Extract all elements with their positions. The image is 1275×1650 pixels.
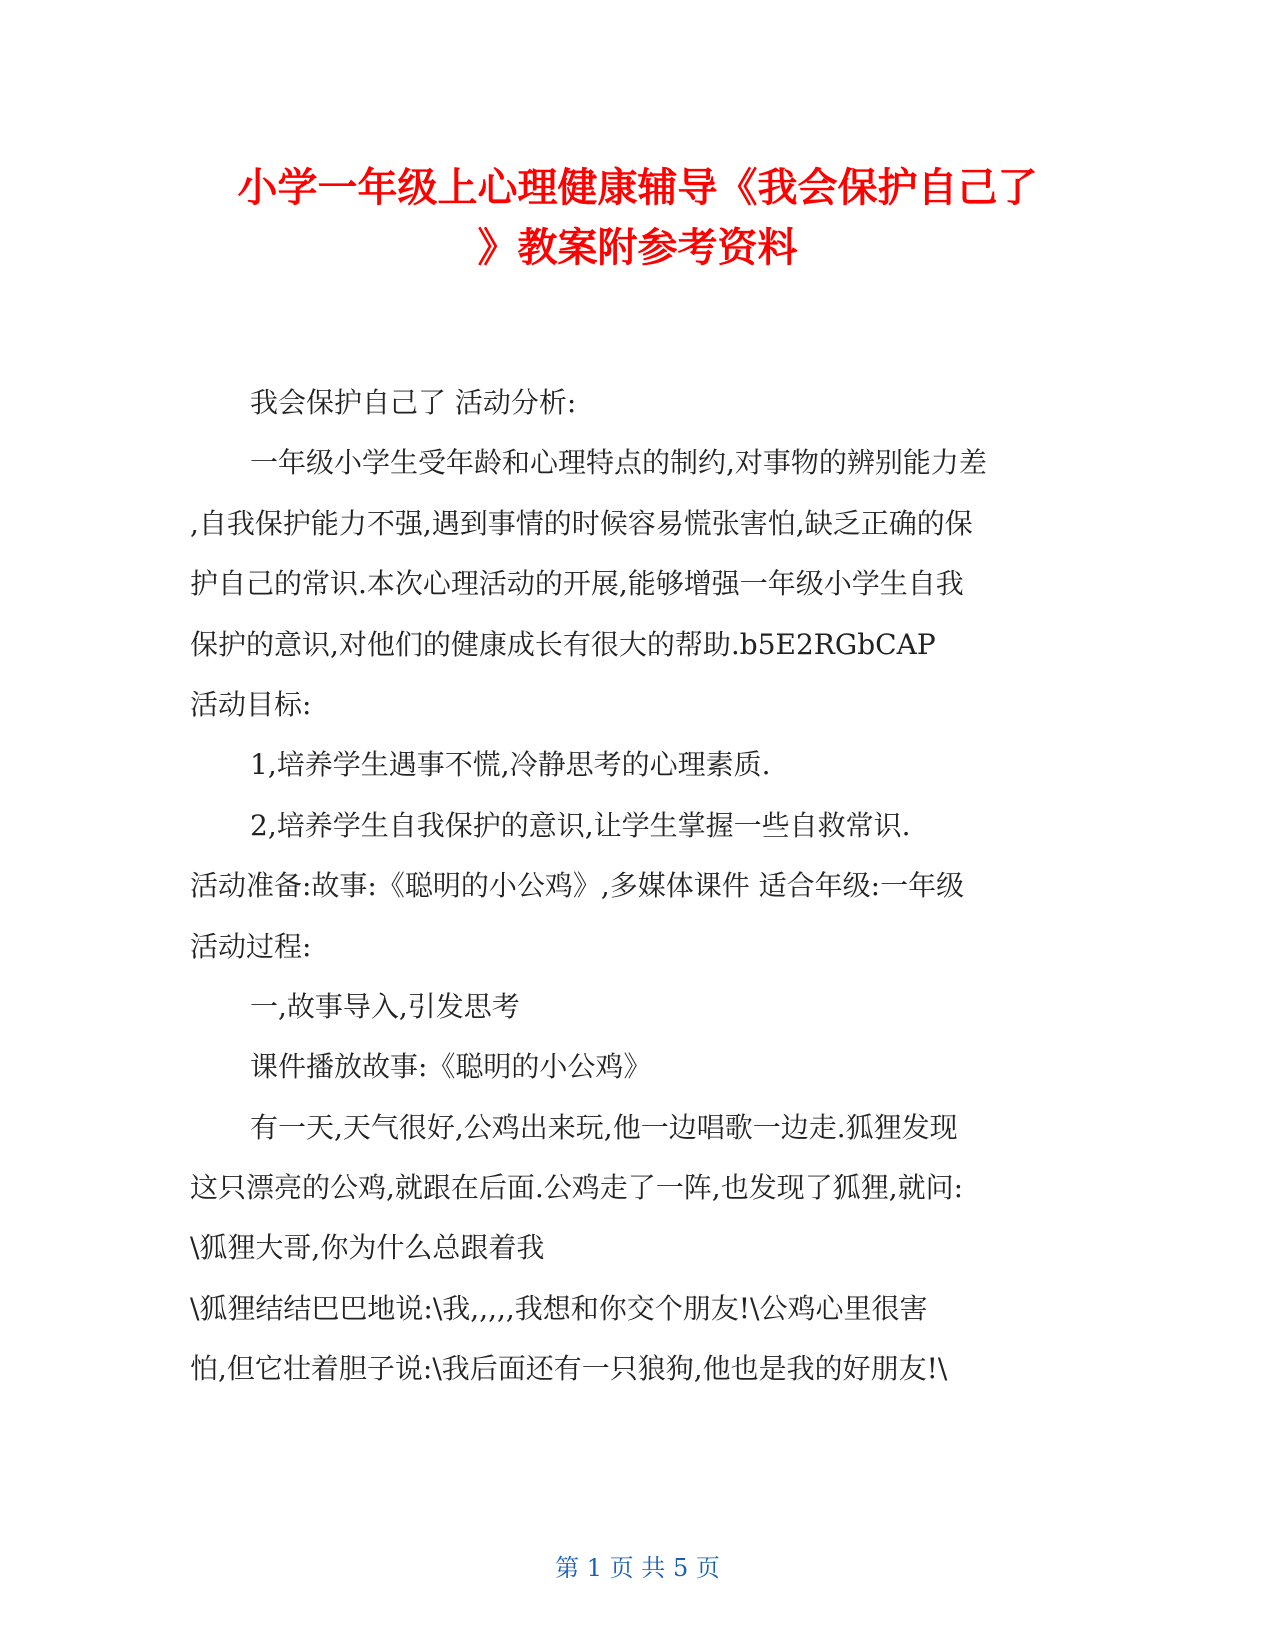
title-line-2: 》教案附参考资料 bbox=[477, 225, 798, 271]
body-line: 1,培养学生遇事不慌,冷静思考的心理素质. bbox=[250, 748, 771, 782]
body-line: 活动目标: bbox=[190, 687, 312, 721]
body-line: 这只漂亮的公鸡,就跟在后面.公鸡走了一阵,也发现了狐狸,就问: bbox=[190, 1171, 964, 1205]
body-line: 我会保护自己了 活动分析: bbox=[250, 386, 577, 419]
body-line: 一,故事导入,引发思考 bbox=[250, 989, 520, 1023]
body-line: 护自己的常识.本次心理活动的开展,能够增强一年级小学生自我 bbox=[190, 567, 964, 601]
page-number-footer: 第 1 页 共 5 页 bbox=[555, 1554, 720, 1582]
body-line: 活动准备:故事:《聪明的小公鸡》,多媒体课件 适合年级:一年级 bbox=[190, 869, 965, 903]
body-line: ,自我保护能力不强,遇到事情的时候容易慌张害怕,缺乏正确的保 bbox=[190, 506, 973, 540]
body-line: \狐狸大哥,你为什么总跟着我 bbox=[190, 1231, 545, 1265]
document-title bbox=[150, 158, 1125, 278]
document-body bbox=[190, 373, 1080, 1400]
body-line: \狐狸结结巴巴地说:\我,,,,,我想和你交个朋友!\公鸡心里很害 bbox=[190, 1291, 928, 1325]
body-line: 活动过程: bbox=[190, 929, 312, 963]
body-line: 保护的意识,对他们的健康成长有很大的帮助.b5E2RGbCAP bbox=[190, 627, 936, 661]
body-line: 怕,但它壮着胆子说:\我后面还有一只狼狗,他也是我的好朋友!\ bbox=[190, 1352, 948, 1386]
body-line: 2,培养学生自我保护的意识,让学生掌握一些自救常识. bbox=[250, 808, 911, 842]
title-line-1: 小学一年级上心理健康辅导《我会保护自己了 bbox=[237, 165, 1038, 211]
body-line: 有一天,天气很好,公鸡出来玩,他一边唱歌一边走.狐狸发现 bbox=[250, 1110, 958, 1144]
body-line: 课件播放故事:《聪明的小公鸡》 bbox=[250, 1050, 652, 1084]
body-line: 一年级小学生受年龄和心理特点的制约,对事物的辨别能力差 bbox=[250, 446, 987, 480]
